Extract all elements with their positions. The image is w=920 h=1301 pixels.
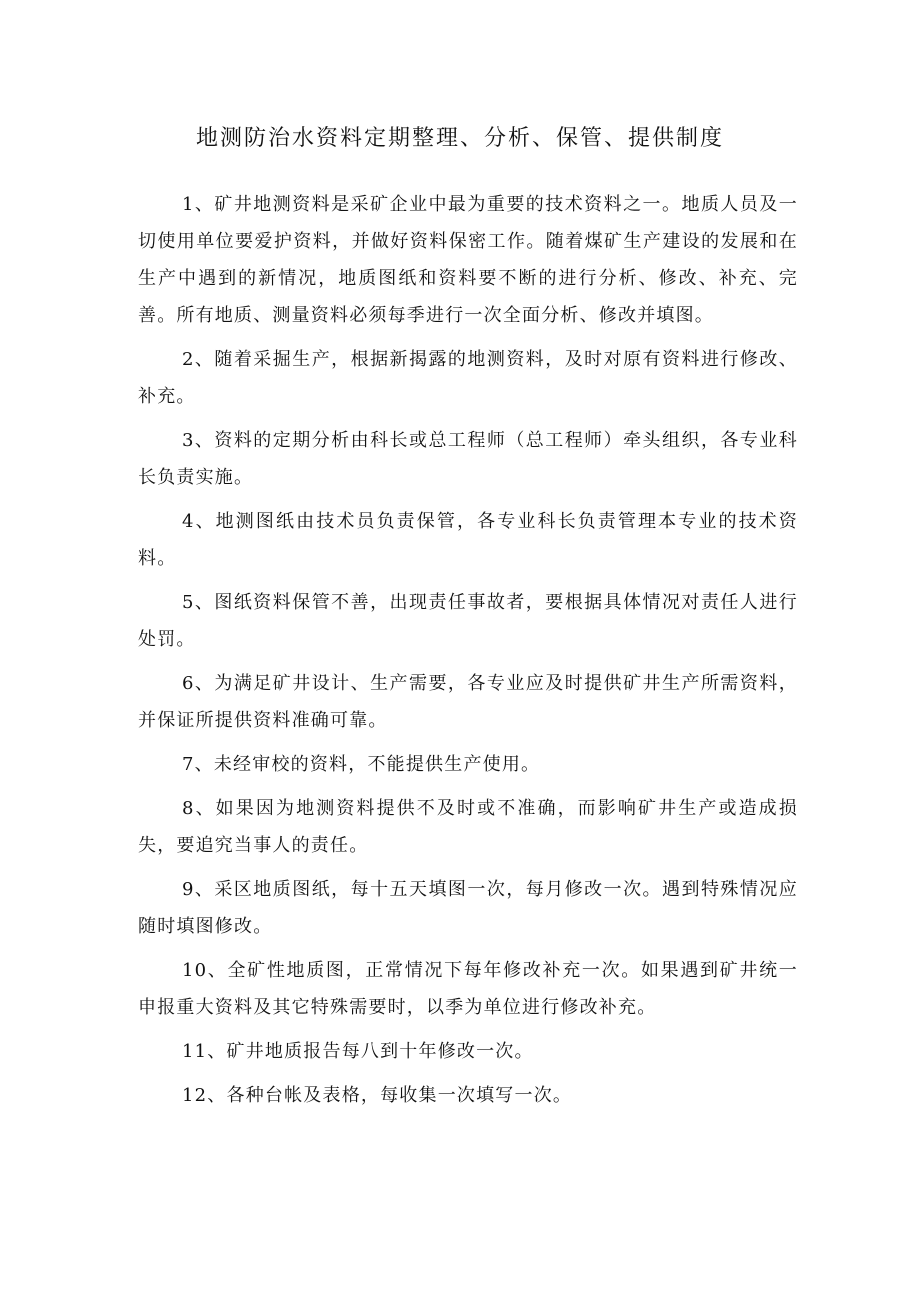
- paragraph-10: 10、全矿性地质图，正常情况下每年修改补充一次。如果遇到矿井统一申报重大资料及其它特殊需要时，以季为单位进行修改补充。: [138, 960, 798, 1018]
- document-title: 地测防治水资料定期整理、分析、保管、提供制度: [195, 126, 724, 151]
- paragraph-12: 12、各种台帐及表格，每收集一次填写一次。: [182, 1085, 573, 1106]
- paragraph-1: 1、矿井地测资料是采矿企业中最为重要的技术资料之一。地质人员及一切使用单位要爱护资料，并做好资料保密工作。随着煤矿生产建设的发展和在生产中遇到的新情况，地质图纸和资料要不断的进行分析、修改、补充、完善。所有地质、测量资料必须每季进行一次全面分析、修改并填图。: [138, 194, 798, 326]
- paragraph-5: 5、图纸资料保管不善，出现责任事故者，要根据具体情况对责任人进行处罚。: [138, 592, 798, 650]
- paragraph-4: 4、地测图纸由技术员负责保管，各专业科长负责管理本专业的技术资料。: [138, 511, 798, 569]
- paragraph-8: 8、如果因为地测资料提供不及时或不准确，而影响矿井生产或造成损失，要追究当事人的责任。: [138, 798, 798, 856]
- paragraph-11: 11、矿井地质报告每八到十年修改一次。: [182, 1041, 534, 1062]
- paragraph-2: 2、随着采掘生产，根据新揭露的地测资料，及时对原有资料进行修改、补充。: [138, 349, 798, 407]
- paragraph-9: 9、采区地质图纸，每十五天填图一次，每月修改一次。遇到特殊情况应随时填图修改。: [138, 879, 798, 937]
- paragraph-3: 3、资料的定期分析由科长或总工程师（总工程师）牵头组织，各专业科长负责实施。: [138, 430, 798, 488]
- paragraph-6: 6、为满足矿井设计、生产需要，各专业应及时提供矿井生产所需资料，并保证所提供资料准确可靠。: [138, 673, 798, 731]
- paragraph-7: 7、未经审校的资料，不能提供生产使用。: [182, 754, 541, 775]
- document-body: [138, 186, 798, 1121]
